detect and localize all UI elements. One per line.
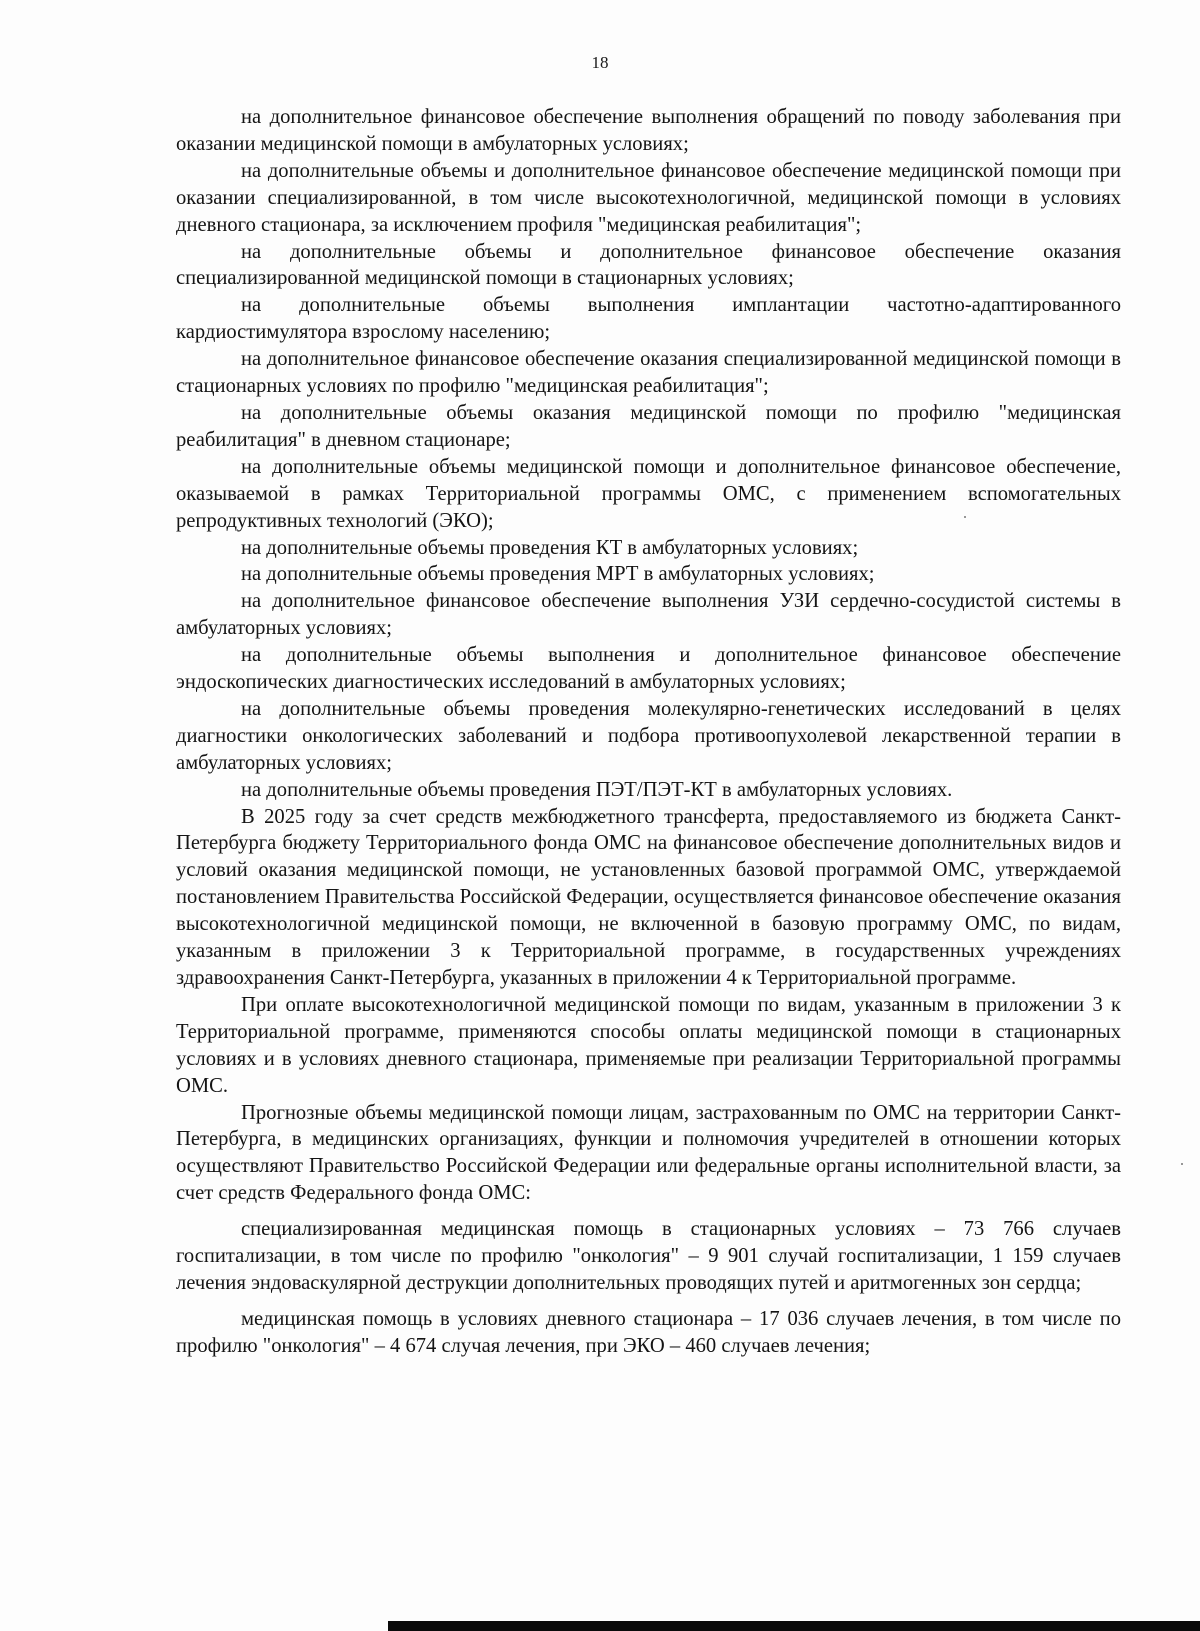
paragraph-12: на дополнительные объемы проведения молекулярно-генетических исследований в целях диагностики онкологических заболеваний и подбора противоопухолевой лекарственной терапии в амбулаторных условиях; xyxy=(176,697,1121,774)
paragraph-9: на дополнительные объемы проведения МРТ в амбулаторных условиях; xyxy=(241,563,875,586)
paragraph-6: на дополнительные объемы оказания медицинской помощи по профилю "медицинская реабилитация" в дневном стационаре; xyxy=(176,401,1121,451)
paragraph-3: на дополнительные объемы и дополнительное финансовое обеспечение оказания специализированной медицинской помощи в стационарных условиях; xyxy=(176,240,1121,290)
paragraph-16: Прогнозные объемы медицинской помощи лицам, застрахованным по ОМС на территории Санкт-Петербурга, в медицинских организациях, функции и полномочия учредителей в отношении которых осуществляют Правительство Российской Федерации или федеральные органы исполнительной власти, за счет средств Федерального фонда ОМС: xyxy=(176,1101,1121,1205)
page-number: 18 xyxy=(591,53,609,72)
paragraph-7: на дополнительные объемы медицинской помощи и дополнительное финансовое обеспечение, оказываемой в рамках Территориальной программы ОМС, с применением вспомогательных репродуктивных технологий (ЭКО); xyxy=(176,455,1121,532)
paragraph-13: на дополнительные объемы проведения ПЭТ/ПЭТ-КТ в амбулаторных условиях. xyxy=(241,778,953,801)
paragraph-18: медицинская помощь в условиях дневного стационара – 17 036 случаев лечения, в том числе по профилю "онкология" – 4 674 случая лечения, при ЭКО – 460 случаев лечения; xyxy=(176,1307,1121,1357)
scan-bottom-edge xyxy=(388,1621,1200,1631)
paragraph-1: на дополнительное финансовое обеспечение выполнения обращений по поводу заболевания при оказании медицинской помощи в амбулаторных условиях; xyxy=(176,106,1121,155)
paragraph-8: на дополнительные объемы проведения КТ в амбулаторных условиях; xyxy=(241,536,859,559)
paragraph-14: В 2025 году за счет средств межбюджетного трансферта, предоставляемого из бюджета Санкт-Петербурга бюджету Территориального фонда ОМС на финансовое обеспечение дополнительных видов и условий оказания медицинской помощи, не установленных базовой программой ОМС, утверждаемой постановлением Правительства Российской Федерации, осуществляется финансовое обеспечение оказания высокотехнологичной медицинской помощи, не включенной в базовую программу ОМС, по видам, указанным в приложении 3 к Территориальной программе, в государственных учреждениях здравоохранения Санкт-Петербурга, указанных в приложении 4 к Территориальной программе. xyxy=(176,805,1121,989)
paragraph-5: на дополнительное финансовое обеспечение оказания специализированной медицинской помощи в стационарных условиях по профилю "медицинская реабилитация"; xyxy=(176,348,1121,398)
scan-speck xyxy=(1181,1163,1183,1165)
paragraph-17: специализированная медицинская помощь в стационарных условиях – 73 766 случаев госпитализации, в том числе по профилю "онкология" – 9 901 случай госпитализации, 1 159 случаев лечения эндоваскулярной деструкции дополнительных проводящих путей и аритмогенных зон сердца; xyxy=(176,1218,1121,1294)
paragraph-11: на дополнительные объемы выполнения и дополнительное финансовое обеспечение эндоскопических диагностических исследований в амбулаторных условиях; xyxy=(176,644,1121,694)
document-body xyxy=(176,104,1121,1360)
scan-speck xyxy=(964,516,966,518)
paragraph-4: на дополнительные объемы выполнения имплантации частотно-адаптированного кардиостимулятора взрослому населению; xyxy=(176,294,1121,344)
paragraph-2: на дополнительные объемы и дополнительное финансовое обеспечение медицинской помощи при оказании специализированной, в том числе высокотехнологичной, медицинской помощи в условиях дневного стационара, за исключением профиля "медицинская реабилитация"; xyxy=(176,159,1121,236)
paragraph-15: При оплате высокотехнологичной медицинской помощи по видам, указанным в приложении 3 к Территориальной программе, применяются способы оплаты медицинской помощи в стационарных условиях и в условиях дневного стационара, применяемые при реализации Территориальной программы ОМС. xyxy=(176,993,1121,1097)
paragraph-10: на дополнительное финансовое обеспечение выполнения УЗИ сердечно-сосудистой системы в амбулаторных условиях; xyxy=(176,590,1121,640)
